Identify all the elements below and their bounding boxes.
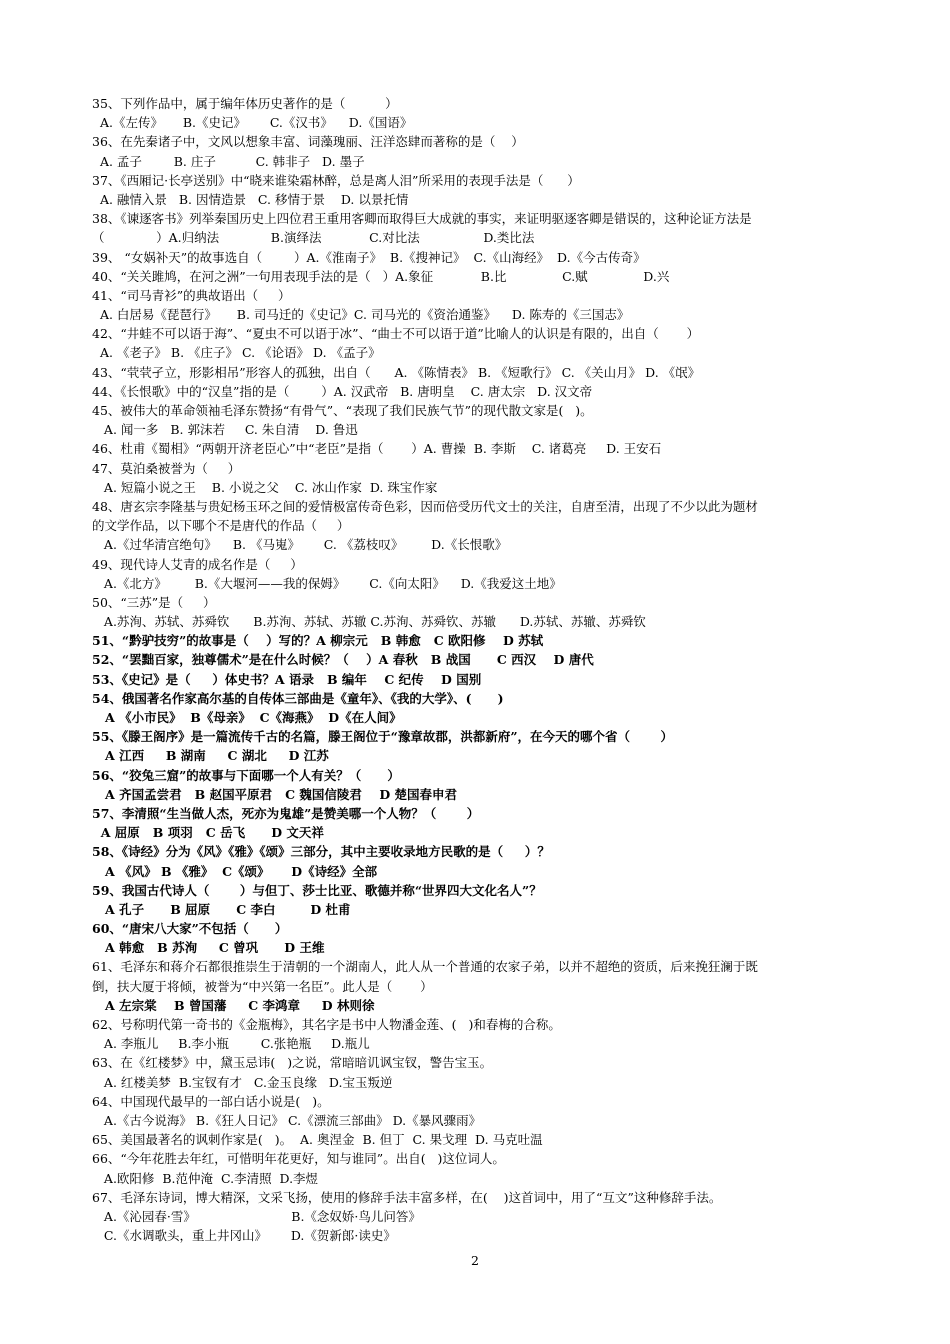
question-list: [92, 94, 872, 1245]
text-line: A. 短篇小说之王 B. 小说之父 C. 冰山作家 D. 珠宝作家: [92, 479, 438, 495]
text-line: 55、《滕王阁序》是一篇流传千古的名篇，滕王阁位于“豫章故郡，洪都新府”，在今天的哪个省（ ）: [92, 729, 673, 745]
text-line: 52、“罢黜百家，独尊儒术”是在什么时候？（ ）A 春秋 B 战国 C 西汉 D 唐代: [92, 652, 594, 668]
text-line: A.《北方》 B.《大堰河——我的保姆》 C.《向太阳》 D.《我爱这土地》: [92, 575, 562, 591]
text-line: 63、在《红楼梦》中，黛玉忌讳( )之说，常暗暗讥讽宝钗，警告宝玉。: [92, 1055, 493, 1071]
text-line: 44、《长恨歌》中的“汉皇”指的是（ ）A. 汉武帝 B. 唐明皇 C. 唐太宗 D. 汉文帝: [92, 383, 593, 399]
text-line: 66、“今年花胜去年红，可惜明年花更好，知与谁同”。出自( )这位词人。: [92, 1151, 505, 1167]
text-line: A. 白居易《琵琶行》 B. 司马迁的《史记》C. 司马光的《资治通鉴》 D. 陈寿的《三国志》: [92, 307, 630, 323]
text-line: A 韩愈 B 苏洵 C 曾巩 D 王维: [92, 940, 325, 956]
text-line: 42、“井蛙不可以语于海”、“夏虫不可以语于冰”、“曲士不可以语于道”比喻人的认识是有限的，出自（ ）: [92, 326, 700, 342]
text-line: A. 红楼美梦 B.宝钗有才 C.金玉良缘 D.宝玉叛逆: [92, 1074, 393, 1090]
text-line: 61、毛泽东和蒋介石都很推崇生于清朝的一个湖南人，此人从一个普通的农家子弟，以并不超绝的资质，后来挽狂澜于既: [92, 959, 758, 975]
text-line: 53、《史记》是（ ）体史书？A 语录 B 编年 C 纪传 D 国别: [92, 671, 482, 687]
page-number: 2: [471, 1253, 479, 1268]
text-line: 36、在先秦诸子中，文风以想象丰富、词藻瑰丽、汪洋恣肆而著称的是（ ）: [92, 134, 524, 150]
text-line: 倒，扶大厦于将倾，被誉为“中兴第一名臣”。此人是（ ）: [92, 978, 433, 994]
text-line: 65、美国最著名的讽刺作家是( )。 A. 奥涅金 B. 但丁 C. 果戈理 D. 马克吐温: [92, 1132, 543, 1148]
text-line: 40、“关关雎鸠，在河之洲”一句用表现手法的是（ ）A.象征 B.比 C.赋 D.兴: [92, 268, 670, 284]
text-line: 37、《西厢记·长亭送别》中“晓来谁染霜林醉，总是离人泪”所采用的表现手法是（ ）: [92, 172, 580, 188]
text-line: 56、“狡兔三窟”的故事与下面哪一个人有关？（ ）: [92, 767, 400, 783]
text-line: A 左宗棠 B 曾国藩 C 李鸿章 D 林则徐: [92, 997, 375, 1013]
text-line: 58、《诗经》分为《风》《雅》《颂》三部分，其中主要收录地方民歌的是（ ）？: [92, 844, 550, 860]
text-line: 46、杜甫《蜀相》“两朝开济老臣心”中“老臣”是指（ ）A. 曹操 B. 李斯 C. 诸葛亮 D. 王安石: [92, 441, 662, 457]
text-line: A.《过华清宫绝句》 B. 《马嵬》 C. 《荔枝叹》 D.《长恨歌》: [92, 537, 508, 553]
text-line: 43、“茕茕孑立，形影相吊”形容人的孤独，出自（ A. 《陈情表》 B. 《短歌行》 C. 《关山月》 D. 《氓》: [92, 364, 701, 380]
text-line: 60、“唐宋八大家”不包括（ ）: [92, 921, 288, 937]
text-line: 47、莫泊桑被誉为（ ）: [92, 460, 241, 476]
text-line: （ ）A.归纳法 B.演绎法 C.对比法 D.类比法: [92, 230, 535, 246]
text-line: A 齐国孟尝君 B 赵国平原君 C 魏国信陵君 D 楚国春申君: [92, 786, 458, 802]
text-line: A 江西 B 湖南 C 湖北 D 江苏: [92, 748, 329, 764]
text-line: 50、“三苏”是（ ）: [92, 594, 216, 610]
text-line: 48、唐玄宗李隆基与贵妃杨玉环之间的爱情极富传奇色彩，因而倍受历代文士的关注，自唐至清，出现了不少以此为题材: [92, 498, 758, 514]
text-line: 54、俄国著名作家高尔基的自传体三部曲是《童年》、《我的大学》、( ): [92, 690, 504, 706]
text-line: A 屈原 B 项羽 C 岳飞 D 文天祥: [92, 825, 324, 841]
text-line: A.《古今说海》 B.《狂人日记》 C.《漂流三部曲》 D.《暴风骤雨》: [92, 1112, 482, 1128]
text-line: A. 《老子》 B. 《庄子》 C. 《论语》 D. 《孟子》: [92, 345, 381, 361]
text-line: 51、“黔驴技穷”的故事是（ ）写的？A 柳宗元 B 韩愈 C 欧阳修 D 苏轼: [92, 633, 544, 649]
text-line: A.苏洵、苏轼、苏舜钦 B.苏洵、苏轼、苏辙 C.苏洵、苏舜钦、苏辙 D.苏轼、苏辙、苏舜钦: [92, 614, 646, 630]
text-line: 38、《谏逐客书》列举秦国历史上四位君王重用客卿而取得巨大成就的事实，来证明驱逐客卿是错误的，这种论证方法是: [92, 211, 752, 227]
text-line: 64、中国现代最早的一部白话小说是( )。: [92, 1093, 330, 1109]
text-line: A.《沁园春·雪》 B.《念奴娇·鸟儿问答》: [92, 1208, 421, 1224]
text-line: 59、我国古代诗人（ ）与但丁、莎士比亚、歌德并称“世界四大文化名人”？: [92, 882, 542, 898]
text-line: 62、号称明代第一奇书的《金瓶梅》，其名字是书中人物潘金莲、( )和春梅的合称。: [92, 1017, 561, 1032]
text-line: A.欧阳修 B.范仲淹 C.李清照 D.李煜: [92, 1170, 319, 1186]
text-line: 39、 “女娲补天”的故事选自（ ）A.《淮南子》 B.《搜神记》 C.《山海经》 D.《今古传奇》: [92, 249, 646, 265]
text-line: 49、现代诗人艾青的成名作是（ ）: [92, 556, 303, 572]
text-line: 41、“司马青衫”的典故语出（ ）: [92, 287, 291, 303]
text-line: 45、被伟大的革命领袖毛泽东赞扬“有骨气”、“表现了我们民族气节”的现代散文家是( )。: [92, 403, 593, 418]
text-line: A. 闻一多 B. 郭沫若 C. 朱自清 D. 鲁迅: [92, 422, 358, 438]
text-line: 67、毛泽东诗词，博大精深，文采飞扬，使用的修辞手法丰富多样，在( )这首词中，用了“互文”这种修辞手法。: [92, 1189, 722, 1205]
text-line: C.《水调歌头，重上井冈山》 D.《贺新郎·读史》: [92, 1228, 396, 1244]
text-line: A.《左传》 B.《史记》 C.《汉书》 D.《国语》: [92, 115, 413, 131]
text-line: A. 融情入景 B. 因情造景 C. 移情于景 D. 以景托情: [92, 191, 409, 207]
text-line: A 《风》 B 《雅》 C《颂》 D《诗经》全部: [92, 863, 378, 879]
text-line: A. 孟子 B. 庄子 C. 韩非子 D. 墨子: [92, 153, 365, 169]
text-line: 的文学作品，以下哪个不是唐代的作品（ ）: [92, 518, 350, 534]
text-line: A 《小市民》 B《母亲》 C《海燕》 D《在人间》: [92, 710, 402, 725]
text-line: A 孔子 B 屈原 C 李白 D 杜甫: [92, 901, 351, 917]
text-line: 35、下列作品中，属于编年体历史著作的是（ ）: [92, 96, 398, 111]
text-line: A. 李瓶儿 B.李小瓶 C.张艳瓶 D.瓶儿: [92, 1036, 370, 1052]
text-line: 57、李清照“生当做人杰，死亦为鬼雄”是赞美哪一个人物？（ ）: [92, 805, 480, 821]
